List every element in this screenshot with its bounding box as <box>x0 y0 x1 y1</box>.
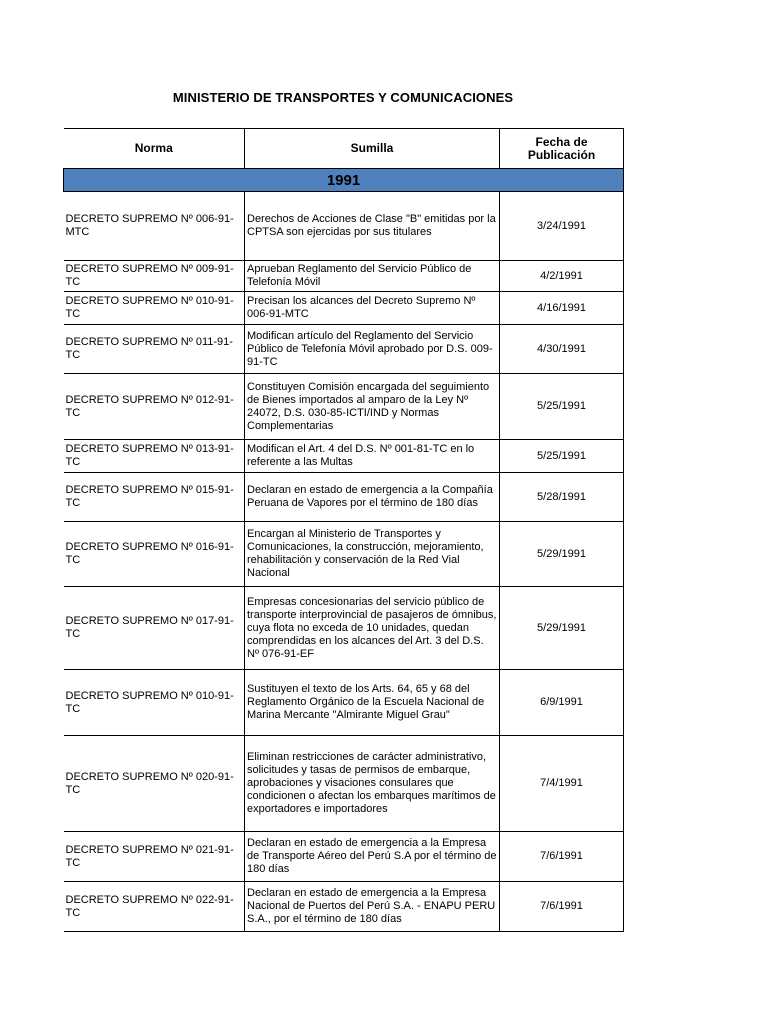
norma-cell: DECRETO SUPREMO Nº 020-91-TC <box>64 736 245 832</box>
table-row <box>64 736 624 832</box>
header-sumilla: Sumilla <box>245 129 500 169</box>
year-row <box>64 169 624 192</box>
fecha-cell: 5/28/1991 <box>500 473 624 522</box>
document-title: MINISTERIO DE TRANSPORTES Y COMUNICACIONES <box>172 90 514 105</box>
sumilla-cell: Encargan al Ministerio de Transportes y Comunicaciones, la construcción, mejoramiento, rehabilitación y conservación de la Red Vial Nacional <box>245 522 500 587</box>
sumilla-cell: Modifican el Art. 4 del D.S. Nº 001-81-TC en lo referente a las Multas <box>245 440 500 473</box>
table-row <box>64 587 624 670</box>
table-row <box>64 192 624 261</box>
sumilla-cell: Aprueban Reglamento del Servicio Público de Telefonía Móvil <box>245 261 500 292</box>
norma-cell: DECRETO SUPREMO Nº 017-91-TC <box>64 587 245 670</box>
norma-cell: DECRETO SUPREMO Nº 013-91-TC <box>64 440 245 473</box>
sumilla-cell: Declaran en estado de emergencia a la Compañía Peruana de Vapores por el término de 180 días <box>245 473 500 522</box>
header-row <box>64 129 624 169</box>
norma-cell: DECRETO SUPREMO Nº 021-91-TC <box>64 832 245 882</box>
header-norma: Norma <box>64 129 245 169</box>
fecha-cell: 3/24/1991 <box>500 192 624 261</box>
sumilla-cell: Declaran en estado de emergencia a la Empresa de Transporte Aéreo del Perú S.A por el término de 180 días <box>245 832 500 882</box>
fecha-cell: 6/9/1991 <box>500 670 624 736</box>
fecha-cell: 4/2/1991 <box>500 261 624 292</box>
sumilla-cell: Modifican artículo del Reglamento del Servicio Público de Telefonía Móvil aprobado por D.S. 009-91-TC <box>245 325 500 374</box>
norma-cell: DECRETO SUPREMO Nº 009-91-TC <box>64 261 245 292</box>
fecha-cell: 7/4/1991 <box>500 736 624 832</box>
table-row <box>64 440 624 473</box>
fecha-cell: 4/16/1991 <box>500 292 624 325</box>
fecha-cell: 5/25/1991 <box>500 374 624 440</box>
table-row <box>64 325 624 374</box>
table-row <box>64 473 624 522</box>
table-row <box>64 882 624 932</box>
norma-cell: DECRETO SUPREMO Nº 011-91-TC <box>64 325 245 374</box>
header-fecha: Fecha de Publicación <box>500 129 624 169</box>
year-label: 1991 <box>64 169 624 192</box>
table-row <box>64 374 624 440</box>
fecha-cell: 7/6/1991 <box>500 882 624 932</box>
table-row <box>64 522 624 587</box>
norma-cell: DECRETO SUPREMO Nº 006-91-MTC <box>64 192 245 261</box>
sumilla-cell: Sustituyen el texto de los Arts. 64, 65 y 68 del Reglamento Orgánico de la Escuela Nacional de Marina Mercante "Almirante Miguel Grau" <box>245 670 500 736</box>
sumilla-cell: Declaran en estado de emergencia a la Empresa Nacional de Puertos del Perú S.A. - ENAPU PERU S.A., por el término de 180 días <box>245 882 500 932</box>
table-row <box>64 670 624 736</box>
norma-cell: DECRETO SUPREMO Nº 010-91-TC <box>64 670 245 736</box>
norma-cell: DECRETO SUPREMO Nº 022-91-TC <box>64 882 245 932</box>
sumilla-cell: Eliminan restricciones de carácter administrativo, solicitudes y tasas de permisos de embarque, aprobaciones y visaciones consulares que condicionen o afectan los embarques marítimos de exportadores e importadores <box>245 736 500 832</box>
norma-cell: DECRETO SUPREMO Nº 016-91-TC <box>64 522 245 587</box>
norms-table <box>63 128 624 932</box>
sumilla-cell: Derechos de Acciones de Clase "B" emitidas por la CPTSA son ejercidas por sus titulares <box>245 192 500 261</box>
norma-cell: DECRETO SUPREMO Nº 015-91-TC <box>64 473 245 522</box>
fecha-cell: 4/30/1991 <box>500 325 624 374</box>
norma-cell: DECRETO SUPREMO Nº 012-91-TC <box>64 374 245 440</box>
sumilla-cell: Precisan los alcances del Decreto Supremo Nº 006-91-MTC <box>245 292 500 325</box>
norma-cell: DECRETO SUPREMO Nº 010-91-TC <box>64 292 245 325</box>
fecha-cell: 7/6/1991 <box>500 832 624 882</box>
fecha-cell: 5/25/1991 <box>500 440 624 473</box>
sumilla-cell: Constituyen Comisión encargada del seguimiento de Bienes importados al amparo de la Ley Nº 24072, D.S. 030-85-ICTI/IND y Normas Complementarias <box>245 374 500 440</box>
table-row <box>64 261 624 292</box>
sumilla-cell: Empresas concesionarias del servicio público de transporte interprovincial de pasajeros de ómnibus, cuya flota no exceda de 10 unidades, quedan comprendidas en los alcances del Art. 3 del D.S. Nº 076-91-EF <box>245 587 500 670</box>
table-row <box>64 292 624 325</box>
fecha-cell: 5/29/1991 <box>500 587 624 670</box>
table-row <box>64 832 624 882</box>
fecha-cell: 5/29/1991 <box>500 522 624 587</box>
